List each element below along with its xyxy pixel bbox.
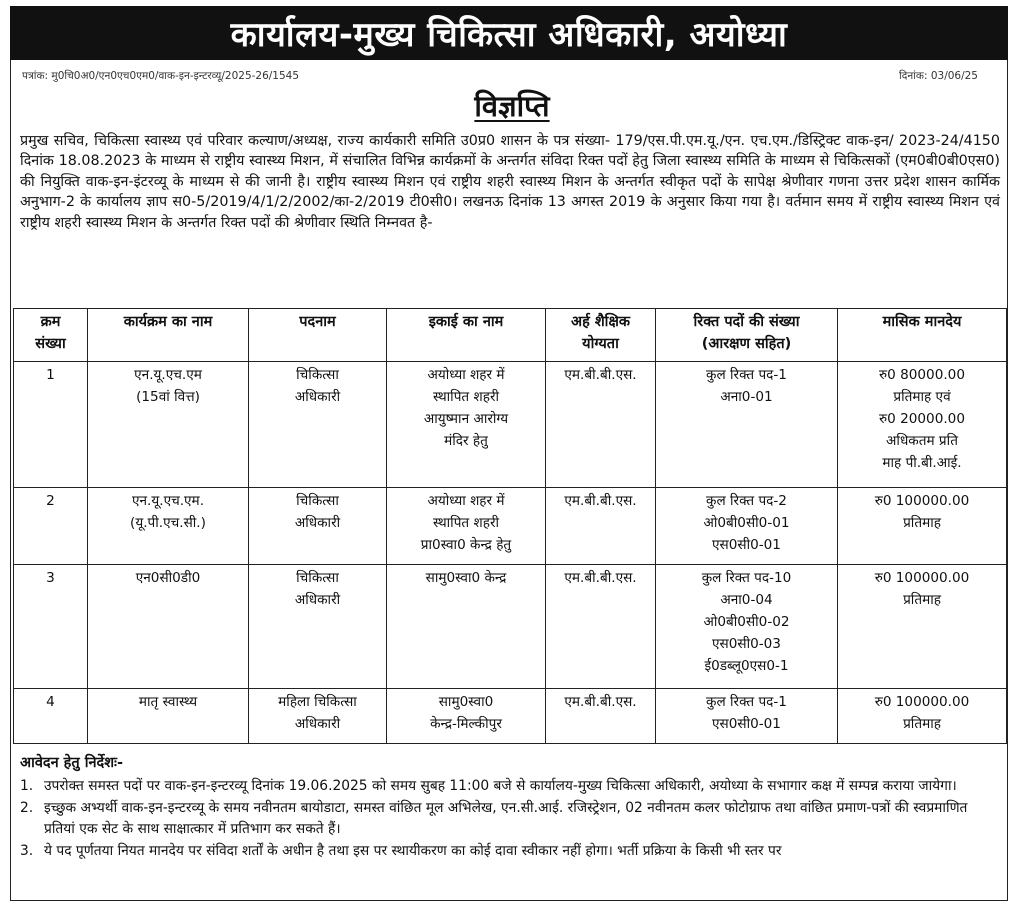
table-row (14, 488, 1007, 565)
cell-program: एन.यू.एच.एम (15वां वित्त) (88, 362, 249, 488)
cell-qualification: एम.बी.बी.एस. (546, 362, 656, 488)
instruction-text: इच्छुक अभ्यर्थी वाक-इन-इन्टरव्यू के समय नवीनतम बायोडाटा, समस्त वांछित मूल अभिलेख, एन.सी.आई. रजिस्ट्रेशन, 02 नवीनतम कलर फोटोग्राफ तथा वांछित प्रमाण-पत्रों की स्वप्रमाणित प्रतियां एक सेट के साथ साक्षात्कार में प्रतिभाग कर सकते हैं। (44, 799, 968, 837)
vacancy-table (13, 308, 1007, 744)
cell-program: मातृ स्वास्थ्य (88, 689, 249, 744)
cell-qualification: एम.बी.बी.एस. (546, 565, 656, 689)
cell-unit: अयोध्या शहर में स्थापित शहरी आयुष्मान आरोग्य मंदिर हेतु (387, 362, 546, 488)
notice-date: दिनांक: 03/06/25 (899, 70, 978, 82)
header-unit: इकाई का नाम (387, 309, 546, 362)
cell-sno: 2 (14, 488, 88, 565)
table-header-row (14, 309, 1007, 362)
instruction-text: उपरोक्त समस्त पदों पर वाक-इन-इन्टरव्यू दिनांक 19.06.2025 को समय सुबह 11:00 बजे से कार्यालय-मुख्य चिकित्सा अधिकारी, अयोध्या के सभागार कक्ष में सम्पन्न कराया जायेगा। (44, 778, 957, 794)
cell-qualification: एम.बी.बी.एस. (546, 488, 656, 565)
instruction-number: 1. (20, 778, 34, 794)
header-sno: क्रम संख्या (14, 309, 88, 362)
cell-vacancies: कुल रिक्त पद-1 अना0-01 (656, 362, 838, 488)
reference-number: पत्रांक: मु0चि0अ0/एन0एच0एम0/वाक-इन-इन्टरव्यू/2025-26/1545 (22, 70, 300, 82)
cell-unit: सामु0स्वा0 केन्द्र (387, 565, 546, 689)
cell-post: चिकित्सा अधिकारी (249, 362, 387, 488)
table-row (14, 362, 1007, 488)
cell-honorarium: रु0 100000.00 प्रतिमाह (838, 488, 1007, 565)
header-vacancies: रिक्त पदों की संख्या (आरक्षण सहित) (656, 309, 838, 362)
cell-post: महिला चिकित्सा अधिकारी (249, 689, 387, 744)
list-item (20, 798, 1000, 841)
instruction-text: ये पद पूर्णतया नियत मानदेय पर संविदा शर्तों के अधीन है तथा इस पर स्थायीकरण का कोई दावा स्वीकार नहीं होगा। भर्ती प्रक्रिया के किसी भी स्तर पर (44, 842, 782, 859)
cell-program: एन.यू.एच.एम. (यू.पी.एच.सी.) (88, 488, 249, 565)
instructions-heading: आवेदन हेतु निर्देशः- (20, 755, 123, 771)
header-qualification: अर्ह शैक्षिक योग्यता (546, 309, 656, 362)
instruction-number: 2. (20, 799, 34, 816)
header-post: पदनाम (249, 309, 387, 362)
instructions-list (20, 776, 1000, 862)
table-row (14, 689, 1007, 744)
cell-sno: 3 (14, 565, 88, 689)
notice-title: विज्ञप्ति (474, 89, 550, 123)
cell-qualification: एम.बी.बी.एस. (546, 689, 656, 744)
instruction-number: 3. (20, 842, 34, 859)
intro-paragraph: प्रमुख सचिव, चिकित्सा स्वास्थ्य एवं परिवार कल्याण/अध्यक्ष, राज्य कार्यकारी समिति उ0प्र0 शासन के पत्र संख्या- 179/एस.पी.एम.यू./एन. एच.एम./डिस्ट्रिक्ट वाक-इन/ 2023-24/4150 दिनांक 18.08.2023 के माध्यम से राष्ट्रीय स्वास्थ्य मिशन, में संचालित विभिन्न कार्यक्रमों के अन्तर्गत संविदा रिक्त पदों हेतु जिला स्वास्थ्य समिति के माध्यम से चिकित्सकों (एम0बी0बी0एस0) की नियुक्ति वाक-इन-इंटरव्यू के माध्यम से की जानी है। राष्ट्रीय स्वास्थ्य मिशन एवं राष्ट्रीय शहरी स्वास्थ्य मिशन के अन्तर्गत स्वीकृत पदों के सापेक्ष श्रेणीवार गणना उत्तर प्रदेश शासन कार्मिक अनुभाग-2 के कार्यालय ज्ञाप स0-5/2019/4/1/2/2002/का-2/2019 टी0सी0। लखनऊ दिनांक 13 अगस्त 2019 के अनुसार किया गया है। वर्तमान समय में राष्ट्रीय स्वास्थ्य मिशन एवं राष्ट्रीय शहरी स्वास्थ्य मिशन के अन्तर्गत रिक्त पदों की श्रेणीवार स्थिति निम्नवत है- (20, 133, 1000, 231)
cell-unit: अयोध्या शहर में स्थापित शहरी प्रा0स्वा0 केन्द्र हेतु (387, 488, 546, 565)
cell-vacancies: कुल रिक्त पद-10 अना0-04 ओ0बी0सी0-02 एस0सी0-03 ई0डब्लू0एस0-1 (656, 565, 838, 689)
office-title-banner: कार्यालय-मुख्य चिकित्सा अधिकारी, अयोध्या (10, 6, 1008, 60)
header-program: कार्यक्रम का नाम (88, 309, 249, 362)
cell-vacancies: कुल रिक्त पद-1 एस0सी0-01 (656, 689, 838, 744)
cell-honorarium: रु0 100000.00 प्रतिमाह (838, 689, 1007, 744)
cell-honorarium: रु0 80000.00 प्रतिमाह एवं रु0 20000.00 अधिकतम प्रति माह पी.बी.आई. (838, 362, 1007, 488)
cell-unit: सामु0स्वा0 केन्द्र-मिल्कीपुर (387, 689, 546, 744)
cell-post: चिकित्सा अधिकारी (249, 488, 387, 565)
cell-program: एन0सी0डी0 (88, 565, 249, 689)
cell-vacancies: कुल रिक्त पद-2 ओ0बी0सी0-01 एस0सी0-01 (656, 488, 838, 565)
table-row (14, 565, 1007, 689)
cell-sno: 1 (14, 362, 88, 488)
cell-honorarium: रु0 100000.00 प्रतिमाह (838, 565, 1007, 689)
header-honorarium: मासिक मानदेय (838, 309, 1007, 362)
list-item (20, 776, 1000, 798)
cell-post: चिकित्सा अधिकारी (249, 565, 387, 689)
cell-sno: 4 (14, 689, 88, 744)
list-item (20, 841, 1000, 863)
